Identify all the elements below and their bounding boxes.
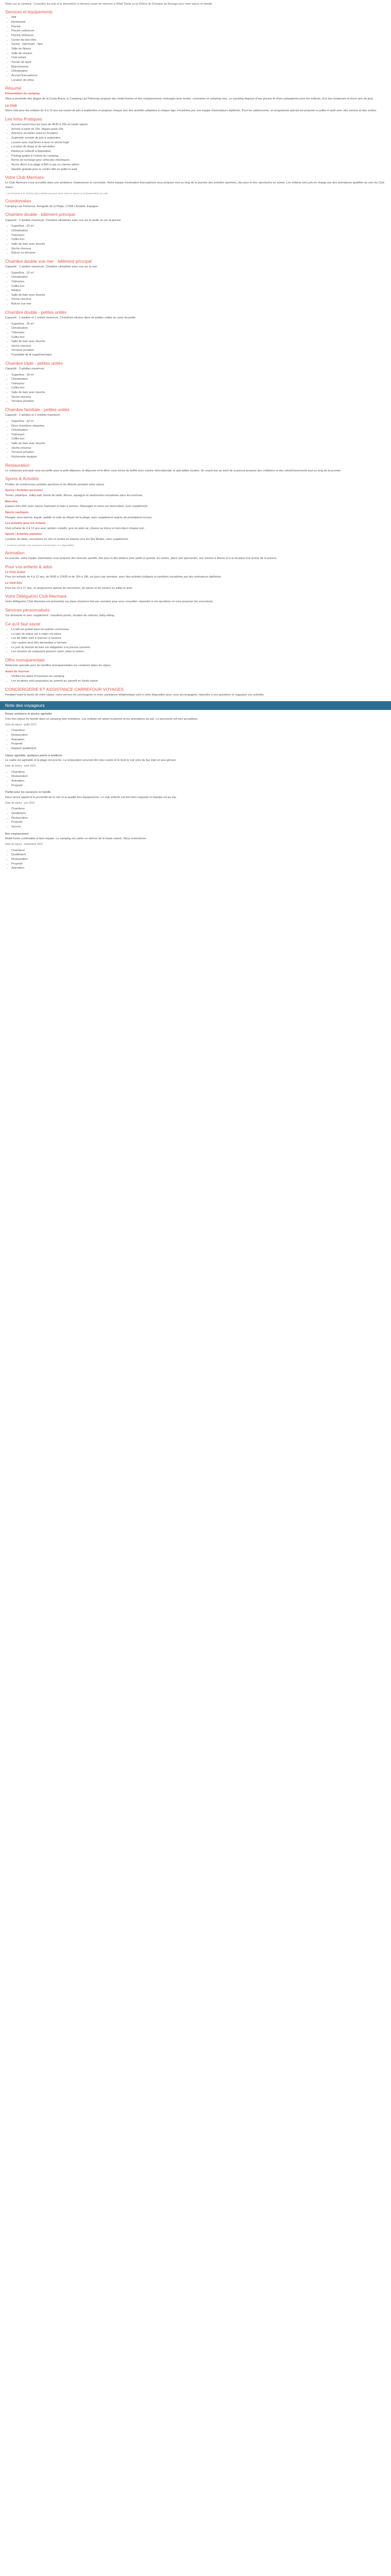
- room-amenity: • Télévision: [11, 433, 386, 437]
- review-criterion: • Chambres: [11, 849, 386, 853]
- room-section: [5, 212, 386, 255]
- room-amenity: • Sèche-cheveux: [11, 446, 386, 451]
- sports-title: Sports & Activités: [5, 476, 39, 482]
- review-head: Parfait pour les vacances en famille: [5, 791, 51, 794]
- review-criterion: • Chambres: [11, 770, 386, 775]
- room-amenity: • Superficie : 28 m²: [11, 373, 386, 378]
- conseil-item: • Le wifi est gratuit dans les parties communes: [11, 628, 386, 632]
- review-meta: Date de séjour : juin 2023: [5, 801, 35, 805]
- info-item: • Location de draps et de serviettes: [11, 145, 386, 149]
- room-section: [5, 310, 386, 358]
- offre-body: Réduction spéciale pour les familles monoparentales sur certaines dates de séjour.: [5, 664, 111, 667]
- info-item: • Supérette ouverte de juin à septembre: [11, 136, 386, 141]
- room-amenity: • Terrasse privative: [11, 450, 386, 455]
- conseil-item: • Une caution peut être demandée à l'arrivée: [11, 641, 386, 646]
- room-amenity: • Salle de bain avec douche: [11, 293, 386, 298]
- enfants-label: Le Club Junior: [5, 570, 26, 574]
- room-amenity: • Télévision: [11, 331, 386, 335]
- review-text: Nous avons apprécié la proximité de la mer et la qualité des équipements. Le club enfants est très bien organisé et l'équipe est au top.: [5, 795, 177, 799]
- review-criterion: • Qualité/prix: [11, 811, 386, 816]
- service-item: • Salle de réunion: [11, 52, 386, 56]
- review-criterion: • Propreté: [11, 820, 386, 825]
- review-criterion: • Animation: [11, 866, 386, 871]
- service-item: • Accueil francophone: [11, 74, 386, 78]
- room-amenity: • Climatisation: [11, 326, 386, 331]
- service-item: • Restaurant: [11, 20, 386, 25]
- review-text: Le cadre est agréable et la plage est proche. La restauration pourrait être plus variée et le bruit le soir près du bar était un peu gênant.: [5, 759, 176, 762]
- conseil-item: • Le port du bonnet de bain est obligatoire à la piscine couverte: [11, 646, 386, 650]
- coordonnees-body: Camping Las Palmeras, Avinguda de la Platja, 17258 L'Estartit, Espagne: [5, 205, 99, 208]
- conseil-item: • La taxe de séjour est à régler sur place: [11, 632, 386, 637]
- room-amenity: • Coffre-fort: [11, 238, 386, 242]
- review-criterion: • Restauration: [11, 816, 386, 821]
- room-amenity: • Télévision: [11, 280, 386, 284]
- services-section: [5, 9, 386, 82]
- info-item: • Accès direct à la plage à 800 m par un chemin piéton: [11, 163, 386, 167]
- room-amenities: [5, 419, 386, 460]
- room-amenity: • Balcon ou terrasse: [11, 251, 386, 256]
- review-head: Séjour agréable, quelques points à améliorer: [5, 754, 63, 757]
- services-perso-body: Sur demande et avec supplément : transferts privés, location de voitures, baby-sitting.: [5, 614, 115, 618]
- enfants-text: Pour les 13 à 17 ans, un programme spécial de rencontres, de sports et de soirées en juillet et août.: [5, 586, 133, 590]
- infos-title: Les Infos Pratiques: [5, 116, 42, 122]
- room-amenities: [5, 271, 386, 307]
- enfants-title: Pour vos enfants & ados: [5, 564, 53, 569]
- sports-group-label: Les activités pour les enfants: [5, 522, 46, 526]
- review-criterion: • Propreté: [11, 742, 386, 747]
- service-item: • Salle de fitness: [11, 47, 386, 52]
- room-amenity: • Télévision: [11, 382, 386, 386]
- review: [5, 754, 386, 788]
- service-item: • Piscine extérieure: [11, 29, 386, 33]
- sports-intro: Profitez de nombreuses activités sportives et de détente pendant votre séjour.: [5, 483, 105, 486]
- room-amenity: • Climatisation: [11, 428, 386, 433]
- rooms-container: [5, 212, 386, 459]
- page-content: [0, 0, 391, 697]
- sports-group-label: Sports nautiques: [5, 511, 29, 514]
- reviews-list: [0, 710, 391, 878]
- intro-line: Notes sur le camping : Consultez les avis et la description ci-dessous avant de réserver à l'hôtel Tamla ou la Relève du Domaine du Barrage pour votre séjour en famille.: [5, 3, 213, 6]
- review-criteria: [5, 849, 386, 871]
- room-amenities: [5, 322, 386, 358]
- info-item: • Laverie avec machines à laver et sèche-linge: [11, 141, 386, 145]
- sports-group-text: Espace bien-être avec sauna, hammam et bain à remous. Massages et soins sur réservation, avec supplément.: [5, 505, 149, 509]
- room-amenities: [5, 373, 386, 404]
- room-amenities: [5, 224, 386, 256]
- info-item: • Borne de recharge pour véhicules électriques: [11, 158, 386, 163]
- sports-group-text: Tennis, pétanque, volley-ball, tennis de table, fitness, aquagym et randonnées encadrées dans les environs.: [5, 494, 143, 497]
- room-amenity: • Coffre-fort: [11, 437, 386, 442]
- room-desc: Capacité : 2 adultes et 1 enfant maximum. Chambres situées dans de petites unités au cœur du jardin.: [5, 316, 137, 319]
- service-item: • Piscine intérieure: [11, 33, 386, 38]
- review-criterion: • Animation: [11, 738, 386, 742]
- review-criterion: • Rapport qualité/prix: [11, 747, 386, 751]
- conseils-section: [5, 621, 386, 654]
- resume-title: Résumé: [5, 86, 22, 91]
- room-amenity: • Kitchenette équipée: [11, 455, 386, 460]
- la-club-title: Le Club: [5, 104, 17, 108]
- review-criteria: [5, 728, 386, 751]
- room-title: Chambre double - bâtiment principal: [5, 212, 75, 217]
- sports-group-text: Club enfants de 4 à 12 ans avec ateliers créatifs, jeux en plein air, chasse au trésor et mini-disco chaque soir.: [5, 527, 145, 530]
- infos-section: [5, 116, 386, 172]
- services-title: Services et équipements: [5, 9, 53, 15]
- club-enfants-section: [5, 104, 386, 113]
- room-amenity: • Coffre-fort: [11, 284, 386, 289]
- service-item: • Sauna - Hammam - Spa: [11, 42, 386, 47]
- service-item: • Terrain de sport: [11, 60, 386, 65]
- sports-group-label: Bien-être: [5, 500, 18, 503]
- room-desc: Capacité : 3 adultes maximum.: [5, 367, 45, 370]
- room-title: Chambre triple - petites unités: [5, 360, 63, 366]
- sports-group-text: Location de vélos, excursions en mer et sorties en bateau vers les îles Medes, avec supplément.: [5, 538, 129, 541]
- room-amenity: • Superficie : 25 m²: [11, 322, 386, 327]
- info-item: • Animaux acceptés (sauf en location): [11, 131, 386, 136]
- service-item: • Piscine: [11, 25, 386, 29]
- review-meta: Date de séjour : août 2023: [5, 764, 36, 768]
- conciergerie-title: CONCIERGERIE ET ASSISTANCE CARREFOUR VOYAGES: [5, 686, 124, 692]
- offre-section: [5, 657, 386, 668]
- room-amenity: • Coffre-fort: [11, 335, 386, 340]
- club-section: [5, 175, 386, 195]
- review-criterion: • Chambres: [11, 807, 386, 811]
- resume-body: Situé à proximité des plages de la Costa Brava, le Camping Las Palmeras propose des mobil-homes et des emplacements ombragés pour tentes, caravanes et camping-cars. Le camping dispose d'une piscine et d'une pataugeoire pour les enfants, d'un bar-restaurant et d'une aire de jeux.: [5, 97, 374, 101]
- room-amenity: • Superficie : 22 m²: [11, 271, 386, 276]
- service-item: • Centre de bien-être: [11, 38, 386, 43]
- review-criterion: • Qualité/prix: [11, 853, 386, 857]
- review: [5, 712, 386, 751]
- conseils-title: Ce qu'il faut savoir: [5, 621, 41, 626]
- avis-item: • Les locations sont proposées du samedi au samedi en haute saison: [11, 679, 386, 684]
- review-meta: Date de séjour : septembre 2023: [5, 842, 43, 846]
- room-amenity: • Salle de bain avec douche: [11, 391, 386, 395]
- conciergerie-body: Pendant toute la durée de votre séjour, notre service de conciergerie et notre assistance téléphonique sont à votre disposition pour vous accompagner, répondre à vos questions et organiser vos activités.: [5, 693, 265, 697]
- room-amenity: • Superficie : 20 m²: [11, 224, 386, 229]
- room-title: Chambre familiale - petites unités: [5, 407, 70, 413]
- room-amenity: • Terrasse privative: [11, 399, 386, 404]
- room-section: [5, 361, 386, 404]
- restauration-body: Le restaurant principal vous accueille pour le petit-déjeuner, le déjeuner et le dîner sous forme de buffet avec cuisine internationale et spécialités locales. Un snack-bar au bord de la piscine propose des collations et des rafraîchissements tout au long de la journée.: [5, 469, 341, 472]
- sports-group-text: Plongée sous-marine, kayak, paddle et voile au départ de la plage, avec supplément auprès de prestataires locaux.: [5, 516, 153, 519]
- enfants-text: Pour les enfants de 4 à 12 ans, de 9h30 à 12h30 et de 15h à 18h, six jours par semaine, avec des activités ludiques et sportives encadrées par des animateurs diplômés.: [5, 575, 222, 579]
- sports-group-label: Sports / Activités payantes: [5, 533, 42, 536]
- club-title: Votre Club Marmara: [5, 175, 44, 180]
- animation-body: En journée, notre équipe d'animation vous propose des tournois sportifs, des jeux et des ateliers pour petits et grands. En soirée, place aux spectacles, aux soirées à thème et à la musique live autour de la piscine.: [5, 556, 278, 560]
- review-meta: Date de séjour : juillet 2023: [5, 723, 37, 726]
- room-amenity: • Balcon vue mer: [11, 302, 386, 307]
- avis-label: Avant de réserver: [5, 670, 30, 673]
- conseils-list: [5, 628, 386, 654]
- review-text: Mobil-home confortable et bien équipé. Le camping est calme en dehors de la haute saison. Nous reviendrons.: [5, 837, 147, 841]
- room-amenity: • Terrasse privative: [11, 348, 386, 353]
- delegue-section: [5, 594, 386, 604]
- conseil-item: • Les lits bébé sont à réserver à l'avance: [11, 636, 386, 641]
- sports-group-label: Sports / Activités terrestres: [5, 489, 43, 493]
- room-amenity: • Sèche-cheveux: [11, 344, 386, 349]
- review-criterion: • Propreté: [11, 784, 386, 788]
- animation-title: Animation: [5, 550, 25, 555]
- info-item: • Navette gratuite pour le centre-ville en juillet et août: [11, 167, 386, 172]
- enfants-section: [5, 564, 386, 591]
- resume-section: [5, 86, 386, 101]
- room-amenity: • Deux chambres séparées: [11, 424, 386, 429]
- review-criteria: [5, 807, 386, 829]
- services-list: [5, 15, 386, 82]
- room-title: Chambre double vue mer - bâtiment principal: [5, 258, 92, 264]
- room-amenity: • Salle de bain avec douche: [11, 442, 386, 446]
- room-desc: Capacité : 2 adultes et 2 enfants maximum.: [5, 414, 61, 417]
- room-amenity: • Climatisation: [11, 275, 386, 280]
- room-amenity: • Télévision: [11, 233, 386, 238]
- sports-section: [5, 476, 386, 547]
- room-amenity: • Salle de bain avec douche: [11, 340, 386, 344]
- notes-bar: [0, 701, 391, 710]
- info-item: • Arrivée à partir de 16h, départ avant 10h: [11, 127, 386, 132]
- review-criterion: • Restauration: [11, 733, 386, 738]
- review: [5, 832, 386, 871]
- sports-groups: [5, 488, 386, 542]
- info-item: • Accueil ouvert tous les jours de 8h30 à 20h en haute saison: [11, 123, 386, 127]
- infos-list: [5, 123, 386, 172]
- room-section: [5, 259, 386, 307]
- review-criterion: • Propreté: [11, 862, 386, 867]
- review-head: Bon emplacement: [5, 832, 29, 836]
- review: [5, 790, 386, 829]
- services-perso-section: [5, 607, 386, 618]
- room-desc: Capacité : 2 adultes maximum. Chambre climatisée avec vue sur le jardin ou sur la piscine.: [5, 218, 122, 222]
- room-title: Chambre double - petites unités: [5, 309, 67, 315]
- animation-section: [5, 550, 386, 561]
- room-amenity: • Superficie : 32 m²: [11, 419, 386, 424]
- club-body: Le Club Marmara vous accueille dans une ambiance chaleureuse et conviviale. Notre équipe d'animation francophone vous propose tout au long de la journée des activités sportives, des jeux et des spectacles en soirée. Les enfants sont pris en charge par des animateurs qualifiés au sein du Club Junior.: [5, 181, 384, 189]
- room-amenity: • Climatisation: [11, 229, 386, 233]
- room-amenity: • Sèche-cheveux: [11, 395, 386, 400]
- avis-list: [5, 674, 386, 683]
- sports-note: * Certaines activités sont soumises à réservation et à disponibilité.: [5, 544, 75, 547]
- service-item: • Club enfant: [11, 56, 386, 60]
- conciergerie-section: [5, 687, 386, 698]
- resume-subtitle: Présentation du camping: [5, 92, 40, 96]
- service-item: • Climatisation: [11, 69, 386, 74]
- services-perso-title: Services personnalisés: [5, 607, 50, 613]
- coordonnees-section: [5, 198, 386, 209]
- room-amenity: • Minibar: [11, 289, 386, 293]
- review-criterion: • Animation: [11, 779, 386, 784]
- coordonnees-title: Coordonnées: [5, 198, 31, 204]
- review-head: Bonne ambiance et piscine agréable: [5, 713, 52, 716]
- offre-title: Offre monoparentale: [5, 657, 45, 663]
- review-criterion: • Chambres: [11, 728, 386, 733]
- room-amenity: • Climatisation: [11, 377, 386, 382]
- club-note: * Les horaires et le contenu des activités peuvent varier selon la saison et la fréquentation du club.: [5, 192, 108, 195]
- review-criteria: [5, 770, 386, 788]
- room-amenity: • Sèche-cheveux: [11, 247, 386, 251]
- la-club-body: Notre club pour les enfants de 4 à 12 ans est ouvert de juin à septembre et propose chaque jour des activités adaptées à chaque âge, encadrées par une équipe d'animateurs diplômés. Pour les adolescents, un programme spécial est proposé en juillet et août avec des soirées et des sorties.: [5, 109, 377, 113]
- room-amenity: • Salle de bain avec douche: [11, 242, 386, 247]
- notes-bar-title: Note des voyageurs: [5, 703, 45, 708]
- service-item: • Blanchisserie: [11, 65, 386, 70]
- review-text: Très bon séjour en famille dans ce camping bien entretenu. Les enfants ont adoré la piscine et les animations du soir. Le personnel est très accueillant.: [5, 717, 198, 721]
- restauration-section: [5, 463, 386, 473]
- avis-item: • Vérifiez les dates d'ouverture du camping: [11, 674, 386, 679]
- info-item: • Parking gratuit à l'entrée du camping: [11, 154, 386, 159]
- room-desc: Capacité : 2 adultes maximum. Chambre climatisée avec vue sur la mer.: [5, 265, 98, 268]
- service-item: • Location de vélos: [11, 78, 386, 83]
- room-amenity: • Possibilité de lit supplémentaire: [11, 353, 386, 358]
- room-section: [5, 407, 386, 460]
- info-item: • Barbecue collectif à disposition: [11, 149, 386, 154]
- review-criterion: • Restauration: [11, 857, 386, 862]
- room-amenity: • Coffre-fort: [11, 386, 386, 391]
- avis-section: [5, 670, 386, 684]
- enfants-items: [5, 570, 386, 591]
- enfants-label: Le Club Ado: [5, 582, 22, 585]
- room-amenity: • Sèche-cheveux: [11, 297, 386, 302]
- restauration-title: Restauration: [5, 462, 30, 468]
- delegue-body: Votre délégué(e) Club Marmara est présent(e) sur place plusieurs fois par semaine pour vous conseiller, répondre à vos questions et vous proposer les excursions.: [5, 600, 214, 604]
- service-item: • Wifi: [11, 15, 386, 20]
- review-criterion: • Service: [11, 825, 386, 829]
- delegue-title: Votre Délégué(e) Club Marmara: [5, 594, 67, 599]
- review-criterion: • Restauration: [11, 774, 386, 779]
- conseil-item: • Les horaires du restaurant peuvent varier selon la saison: [11, 650, 386, 654]
